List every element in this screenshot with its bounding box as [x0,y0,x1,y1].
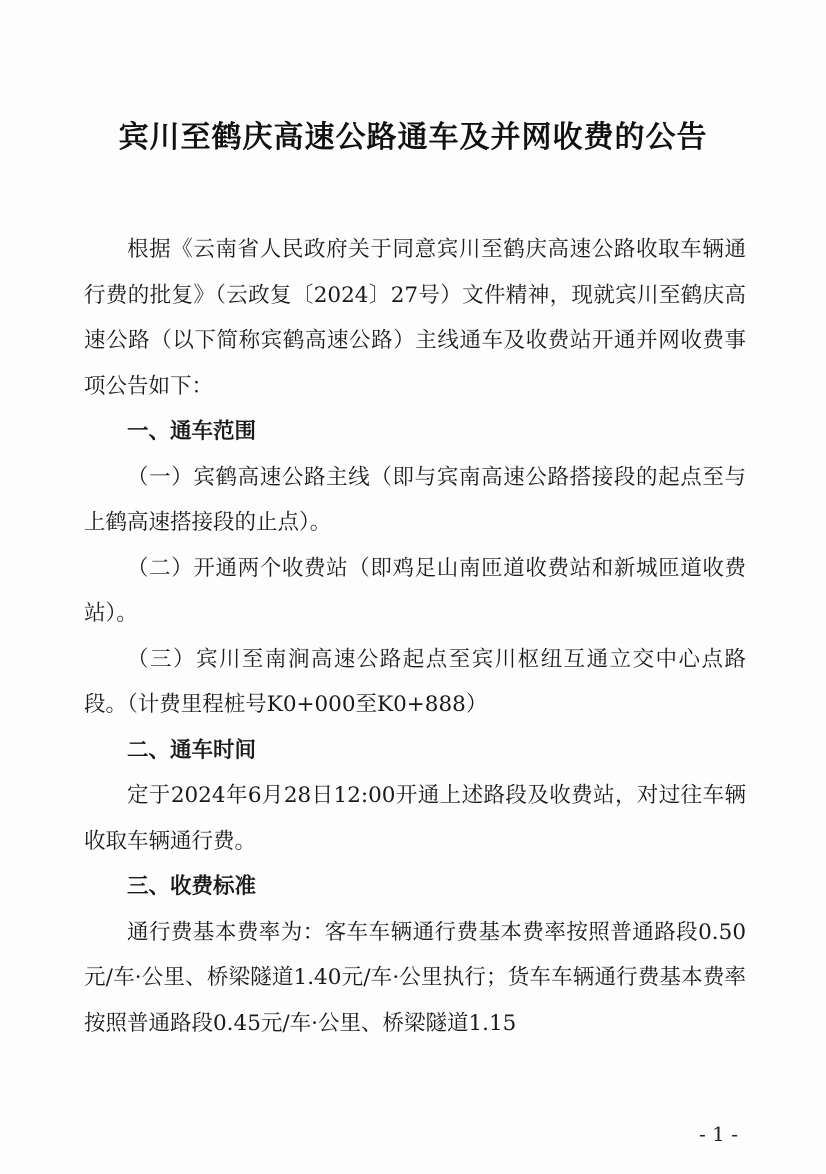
scope-item-2: （二）开通两个收费站（即鸡足山南匝道收费站和新城匝道收费站）。 [84,555,746,626]
time-paragraph: 定于2024年6月28日12:00开通上述路段及收费站，对过往车辆收取车辆通行费。 [84,783,746,854]
section-heading-scope: 一、通车范围 [127,419,257,444]
intro-paragraph: 根据《云南省人民政府关于同意宾川至鹤庆高速公路收取车辆通行费的批复》（云政复〔2024〕27号）文件精神，现就宾川至鹤庆高速公路（以下简称宾鹤高速公路）主线通车及收费站开通并网收费事项公告如下： [84,237,746,399]
page-number: - 1 - [699,1122,738,1146]
section-heading-fees: 三、收费标准 [127,874,257,899]
section-heading-time: 二、通车时间 [127,737,257,763]
document-body [84,227,746,1046]
scope-item-3: （三）宾川至南涧高速公路起点至宾川枢纽互通立交中心点路段。（计费里程桩号K0+000至K0+888） [84,646,746,717]
scope-item-1: （一）宾鹤高速公路主线（即与宾南高速公路搭接段的起点至与上鹤高速搭接段的止点）。 [84,464,746,535]
document-title: 宾川至鹤庆高速公路通车及并网收费的公告 [118,120,708,155]
fees-paragraph: 通行费基本费率为：客车车辆通行费基本费率按照普通路段0.50元/车·公里、桥梁隧道1.40元/车·公里执行；货车车辆通行费基本费率按照普通路段0.45元/车·公里、桥梁隧道1.15 [84,919,746,1036]
